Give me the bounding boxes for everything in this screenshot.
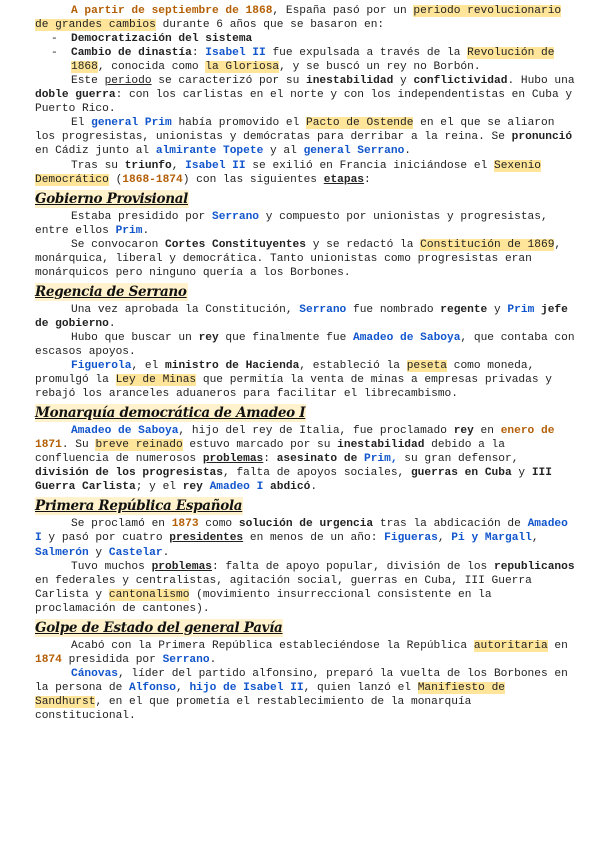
intro-paragraph-1	[35, 4, 575, 32]
text: .	[310, 481, 318, 494]
heading-monarquia-amadeo: Monarquía democrática de Amadeo I	[35, 405, 306, 422]
bold-text: doble guerra	[35, 89, 116, 102]
bold-text: pronunció	[511, 131, 573, 144]
text: fue expulsada a través de la	[265, 47, 468, 60]
bold-text: triunfo	[124, 159, 172, 172]
text: ,	[176, 681, 190, 694]
highlight-text: peseta	[406, 360, 448, 373]
text: en el que se aliaron los progresistas, unionistas y demócratas para derribar a la reina. Se	[35, 117, 555, 144]
name-text: Pi y Margall	[451, 532, 532, 545]
name-text: Amadeo de Saboya	[353, 331, 461, 344]
text: Acabó con la Primera República estableciéndose la República	[71, 639, 474, 652]
text: .	[142, 224, 150, 237]
text: , España pasó por un	[272, 5, 414, 17]
text: ; y el	[135, 481, 183, 494]
bold-text: división de los progresistas	[35, 467, 223, 480]
paragraph	[35, 424, 575, 494]
document-page	[35, 4, 575, 723]
highlight-text: Revolución de 1868	[71, 47, 555, 74]
name-text: Prim	[507, 303, 535, 316]
text: ,	[171, 159, 186, 172]
bold-text: inestabilidad	[337, 439, 425, 452]
highlight-text: Constitución de 1869	[420, 238, 555, 251]
date-text: enero de 1871	[35, 425, 555, 452]
text: , conocida como	[97, 61, 206, 74]
text: Tras su	[71, 159, 125, 172]
text: .	[108, 317, 116, 330]
bold-underlined-text: problemas	[202, 453, 264, 466]
bold-text: ministro de Hacienda	[165, 360, 300, 373]
highlight-text: autoritaria	[473, 639, 548, 652]
text: ,	[437, 532, 452, 545]
name-text: Serrano	[212, 210, 259, 223]
bold-text: rey	[182, 481, 203, 494]
bold-text: regente	[440, 303, 488, 316]
bold-text: III Guerra Carlista	[35, 467, 552, 494]
text: en	[547, 639, 568, 652]
highlight-text: Ley de Minas	[115, 374, 197, 387]
text: y	[511, 467, 532, 480]
paragraph	[35, 359, 575, 401]
text: en	[473, 425, 501, 438]
text: , que contaba con escasos apoyos.	[35, 331, 575, 358]
text: fue nombrado	[346, 303, 441, 316]
text: El	[71, 117, 92, 130]
text: Se proclamó en	[71, 518, 172, 531]
text: tras la abdicación de	[373, 518, 528, 531]
heading-golpe-pavia: Golpe de Estado del general Pavía	[35, 619, 283, 636]
text: Este	[71, 75, 105, 88]
text: y se redactó la	[306, 238, 421, 251]
name-text: Serrano	[299, 303, 347, 316]
text: . Su	[61, 439, 96, 452]
text: , hijo del rey de Italia, fue proclamado	[178, 425, 454, 438]
text: como moneda, promulgó la	[35, 360, 535, 387]
bold-text: Democratización del sistema	[71, 33, 253, 46]
heading-gobierno-provisional: Gobierno Provisional	[35, 190, 188, 207]
name-text: Amadeo I	[35, 518, 568, 545]
text: y	[487, 303, 508, 316]
text: y al	[263, 145, 304, 158]
text: y pasó por cuatro	[41, 532, 170, 545]
text: en Cádiz junto al	[35, 145, 156, 158]
text: (movimiento insurreccional consistente en la proclamación de cantones).	[35, 588, 492, 615]
text: :	[191, 47, 206, 60]
name-text: general Serrano	[303, 145, 405, 158]
text: como	[198, 518, 239, 531]
name-text: Prim	[115, 224, 143, 237]
highlight-text: breve reinado	[95, 439, 183, 452]
list-item	[35, 46, 575, 74]
text: y	[393, 75, 414, 88]
bold-text: abdicó	[270, 481, 311, 494]
paragraph	[35, 210, 575, 238]
text: Se convocaron	[71, 238, 165, 251]
highlight-text: la Gloriosa	[205, 61, 280, 74]
highlight-text: periodo revolucionario de grandes cambios	[35, 5, 562, 32]
bold-text: solución de urgencia	[238, 518, 374, 531]
text: durante 6 años que se basaron en:	[155, 19, 385, 32]
text	[534, 304, 541, 316]
intro-paragraph-3	[35, 116, 575, 158]
heading-regencia-de-serrano: Regencia de Serrano	[35, 283, 187, 300]
text: que finalmente fue	[218, 331, 353, 344]
text: .	[162, 546, 170, 559]
name-text: Figueras	[384, 532, 438, 545]
name-text: general Prim	[91, 117, 172, 130]
text: había promovido el	[171, 117, 307, 130]
bold-text: conflictividad	[413, 75, 508, 88]
text: : con los carlistas en el norte y con los independentistas en Cuba y Puerto Rico.	[35, 89, 573, 116]
text: , el	[131, 360, 166, 373]
name-text: Salmerón	[35, 546, 89, 559]
text: se exilió en Francia iniciándose el	[245, 159, 494, 172]
text: ) con las siguientes	[182, 173, 324, 186]
highlight-text: cantonalismo	[108, 588, 190, 601]
name-text: hijo de Isabel II	[189, 681, 304, 694]
bold-text: inestabilidad	[306, 75, 394, 88]
name-text: Cánovas	[71, 667, 118, 680]
paragraph	[35, 331, 575, 359]
bold-underlined-text: etapas	[323, 173, 365, 186]
name-text: Figuerola	[71, 360, 132, 373]
date-text: 1868-1874	[122, 173, 183, 186]
text: y	[88, 546, 109, 559]
text: :	[263, 453, 277, 466]
text: Hubo que buscar un	[71, 331, 199, 344]
text: , y se buscó un rey no Borbón.	[279, 61, 481, 74]
name-text: Serrano	[162, 653, 210, 666]
name-text: Isabel II	[205, 47, 266, 60]
paragraph	[35, 238, 575, 280]
bold-text: guerras en Cuba	[410, 467, 512, 480]
bold-text: jefe de gobierno	[35, 303, 568, 330]
bold-text: Cambio de dinastía	[71, 47, 192, 60]
name-text: Castelar	[108, 546, 163, 559]
bold-underlined-text: presidentes	[169, 532, 244, 545]
text: presidida por	[61, 653, 163, 666]
text: .	[404, 145, 412, 158]
text: que permitía la venta de minas a empresas privadas y rebajó los aranceles aduaneros para facilitar el librecambismo.	[35, 374, 552, 401]
text: estuvo marcado por su	[182, 439, 338, 452]
name-text: Prim,	[364, 453, 398, 466]
intro-paragraph-4	[35, 159, 575, 187]
text: : falta de apoyo popular, división de los	[212, 560, 494, 573]
list-item	[35, 32, 575, 46]
paragraph	[35, 303, 575, 331]
paragraph	[35, 639, 575, 667]
bold-text: Cortes Constituyentes	[165, 238, 306, 251]
text: en menos de un año:	[243, 532, 385, 545]
bullet-icon: -	[51, 47, 58, 60]
text: su gran defensor,	[397, 453, 519, 466]
heading-primera-republica: Primera República Española	[35, 498, 243, 515]
name-text: Isabel II	[185, 159, 246, 172]
bold-text: rey	[453, 425, 474, 438]
text: y compuesto por unionistas y progresistas, entre ellos	[35, 210, 548, 237]
paragraph	[35, 560, 575, 616]
date-text: 1874	[35, 653, 62, 666]
name-text: Amadeo de Saboya	[71, 425, 179, 438]
highlight-text: Pacto de Ostende	[306, 117, 414, 130]
text: . Hubo una	[507, 75, 575, 88]
bullet-icon: -	[51, 33, 58, 46]
text: .	[209, 653, 217, 666]
highlight-text: Manifiesto de Sandhurst	[35, 681, 505, 708]
bold-text: asesinato de	[276, 453, 364, 466]
text	[203, 481, 210, 493]
date-text: A partir de septiembre de 1868	[71, 5, 273, 17]
text: , líder del partido alfonsino, preparó la vuelta de los Borbones en la persona de	[35, 667, 568, 694]
underlined-text: periodo	[104, 75, 152, 88]
text: , quien lanzó el	[303, 681, 418, 694]
bold-text: republicanos	[494, 560, 575, 573]
text: ,	[531, 532, 539, 545]
name-text: Amadeo I	[209, 481, 264, 494]
text: :	[364, 173, 371, 186]
bold-underlined-text: problemas	[151, 560, 213, 573]
date-text: 1873	[171, 518, 199, 531]
paragraph	[35, 667, 575, 723]
text: (	[108, 173, 123, 186]
text: se caracterizó por su	[151, 75, 306, 88]
text: en federales y centralistas, agitación social, guerras en Cuba, III Guerra Carlista y	[35, 574, 532, 601]
text: , estableció la	[299, 360, 407, 373]
text: Estaba presidido por	[71, 210, 212, 223]
text: , falta de apoyos sociales,	[222, 467, 411, 480]
text: Una vez aprobada la Constitución,	[71, 303, 300, 316]
paragraph	[35, 517, 575, 559]
highlight-text: Sexenio Democrático	[35, 159, 541, 186]
bold-text: rey	[198, 331, 219, 344]
text: Tuvo muchos	[71, 560, 152, 573]
name-text: almirante Topete	[155, 145, 264, 158]
intro-paragraph-2	[35, 74, 575, 116]
text: , en el que prometía el restablecimiento de la monarquía constitucional.	[35, 695, 472, 722]
name-text: Alfonso	[129, 681, 176, 694]
text: , monárquica, liberal y democrática. Tanto unionistas como progresistas eran monárquicos pero ninguno quería a los Borbones.	[35, 238, 562, 279]
text: debido a la confluencia de numerosos	[35, 439, 505, 466]
